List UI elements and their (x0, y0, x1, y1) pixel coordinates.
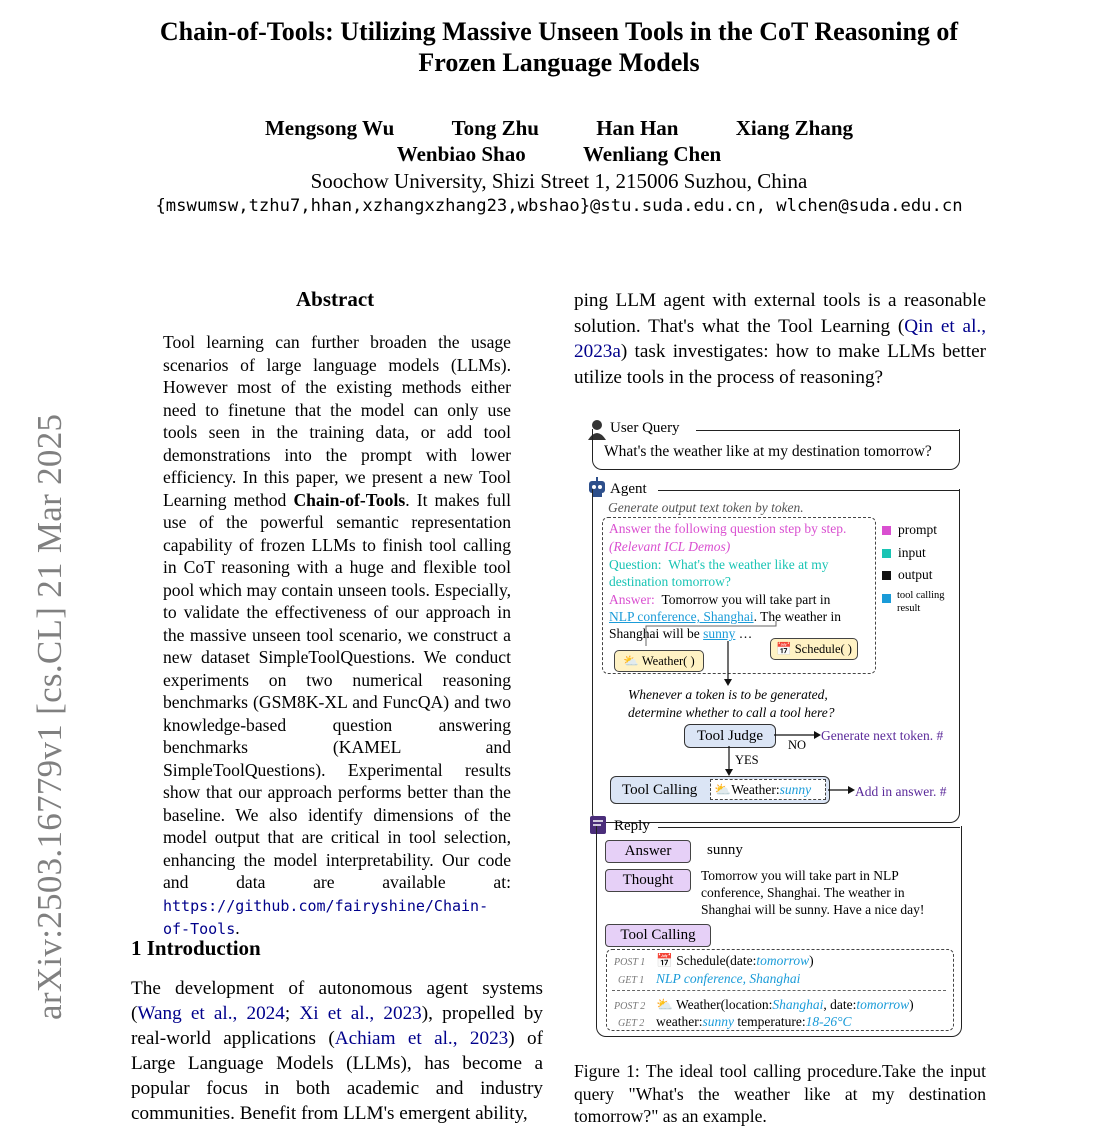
author: Wenbiao Shao (396, 142, 526, 166)
legend-tool-line: result (897, 603, 921, 614)
intro-text: ), propelled by real-world applications ( (131, 1003, 543, 1049)
tool-name: Weather( ) (641, 654, 695, 668)
arrow-down (722, 641, 734, 686)
weather-tool-chip: ⛅ Weather( ) (614, 650, 704, 672)
prompt-line: (Relevant ICL Demos) (609, 539, 731, 554)
answer-text: Tomorrow you will take part in (661, 592, 831, 607)
thought-text: Shanghai will be (701, 902, 792, 917)
get-response (656, 1013, 851, 1031)
tool-result-value: sunny (779, 782, 812, 797)
legend-tool (897, 589, 945, 615)
response-arg: sunny (702, 1014, 734, 1029)
body-text: ) task investigates: how to make LLMs better utilize tools in the process of reasoning? (574, 341, 986, 388)
section-heading-introduction: 1 Introduction (131, 936, 261, 960)
arrow-down (723, 746, 735, 776)
judge-note: determine whether to call a tool here? (628, 705, 835, 720)
affiliation: Soochow University, Shizi Street 1, 215006 Suzhou, China (310, 169, 808, 193)
question-line (609, 556, 829, 574)
get-label: GET 2 (618, 1018, 645, 1029)
user-query-text: What's the weather like at my destination tomorrow? (604, 443, 932, 460)
legend-tool-line: tool calling (897, 590, 945, 601)
author-emails: {mswumsw,tzhu7,hhan,xzhangxzhang23,wbshao}@stu.suda.edu.cn, wlchen@suda.edu.cn (155, 196, 963, 216)
intro-text: ; (284, 1003, 300, 1024)
request-arg: Shanghai (772, 997, 824, 1012)
schedule-tool-chip: 📅 Schedule( ) (770, 638, 858, 660)
figure-1 (586, 416, 966, 1046)
method-name: Chain-of-Tools (293, 489, 406, 510)
answer-line (609, 591, 830, 609)
abstract-text: Tool learning can further broaden the usage scenarios of large language models (LLMs). However most of the existing methods either need to finetune that the model can only use tools seen in the training data, or add tool demonstrations into the prompt with lower efficiency. In this paper, we present a new Tool Learning method (163, 332, 511, 510)
answer-text: . The weather in (753, 609, 842, 624)
tool-judge-node: Tool Judge (684, 724, 776, 748)
authors-row-1 (0, 116, 1118, 141)
response-arg: 18-26°C (805, 1014, 852, 1029)
tool-result-key: Weather: (731, 782, 780, 797)
code-link[interactable]: https://github.com/fairyshine/Chain-of-Tools (163, 896, 489, 938)
abstract-body (163, 331, 511, 941)
prompt-line: Answer the following question step by step. (609, 521, 847, 536)
title-line-2: Frozen Language Models (418, 48, 700, 77)
thought-line (701, 901, 924, 919)
divider (612, 990, 946, 991)
citation-link[interactable]: Wang et al., 2024 (137, 1003, 285, 1024)
author: Wenliang Chen (582, 142, 722, 166)
question-text: What's the weather like at my (668, 557, 829, 572)
generate-next-label: Generate next token. # (821, 728, 944, 743)
request-text: ) (909, 997, 914, 1012)
agent-label: Agent (610, 481, 647, 497)
reply-label: Reply (614, 818, 650, 834)
answer-text: Shanghai will be (609, 626, 700, 641)
tool-calling-pill: Tool Calling (605, 924, 711, 947)
legend-input: input (898, 545, 926, 560)
post-label: POST 2 (614, 1001, 646, 1012)
author: Mengsong Wu (264, 116, 395, 140)
post-request: ⛅ Weather(location:Shanghai, date:tomorrow) (656, 997, 914, 1012)
legend-swatch-input (882, 549, 891, 558)
abstract-text: . (235, 918, 240, 938)
answer-pill: Answer (605, 840, 691, 863)
legend-swatch-output (882, 571, 891, 580)
intro-text: ) of Large Language Models (LLMs), has become a popular focus in both academic and industry communities. Benefit from LLM's emergent ability, (131, 1028, 544, 1124)
authors-row-2 (0, 142, 1118, 167)
legend-prompt: prompt (898, 522, 937, 537)
post-request: 📅 Schedule(date:tomorrow) (656, 953, 814, 968)
legend-output: output (898, 567, 933, 582)
request-text: Schedule(date: (676, 953, 757, 968)
request-arg: tomorrow (856, 997, 910, 1012)
intro-paragraph (131, 976, 543, 1126)
get-label: GET 1 (618, 975, 645, 986)
tool-calling-label: Tool Calling (622, 782, 698, 798)
request-text: , date: (823, 997, 857, 1012)
tool-result-text: NLP conference, Shanghai (609, 609, 754, 624)
judge-note: Whenever a token is to be generated, (628, 687, 828, 702)
tool-call-result: ⛅Weather:sunny (710, 779, 826, 800)
request-text: ) (809, 953, 814, 968)
get-response: NLP conference, Shanghai (656, 971, 801, 986)
right-column-paragraph (574, 288, 986, 390)
reply-answer-text: sunny (707, 842, 743, 858)
author: Han Han (596, 116, 679, 140)
no-label: NO (788, 738, 807, 752)
arxiv-stamp: arXiv:2503.16779v1 [cs.CL] 21 Mar 2025 (30, 413, 69, 1020)
response-text: weather: (656, 1014, 703, 1029)
arrow-right (828, 783, 858, 797)
tool-name: Schedule( ) (794, 642, 852, 656)
legend-swatch-tool (882, 594, 891, 603)
abstract-heading: Abstract (296, 287, 375, 311)
paper-title (0, 16, 1118, 78)
thought-pill: Thought (605, 869, 691, 892)
response-text: temperature: (733, 1014, 806, 1029)
thought-highlight: sunny (795, 902, 827, 917)
intro-text: The development of autonomous agent systems ( (131, 978, 543, 1024)
thought-line: conference, Shanghai. The weather in (701, 885, 905, 900)
citation-link[interactable]: Achiam et al., 2023 (334, 1028, 509, 1049)
citation-link[interactable]: Qin et al., 2023a (574, 315, 986, 362)
thought-line: Tomorrow you will take part in NLP (701, 868, 899, 883)
question-label: Question: (609, 557, 662, 572)
body-text: ping LLM agent with external tools is a reasonable solution. That's what the Tool Learning ( (574, 290, 986, 337)
author: Tong Zhu (451, 116, 539, 140)
question-line: destination tomorrow? (609, 574, 731, 589)
post-label: POST 1 (614, 957, 646, 968)
author: Xiang Zhang (735, 116, 854, 140)
request-arg: tomorrow (756, 953, 810, 968)
add-answer-label: Add in answer. # (855, 784, 947, 799)
answer-label: Answer: (609, 592, 655, 607)
user-query-label: User Query (610, 420, 680, 436)
legend-swatch-prompt (882, 526, 891, 535)
figure-caption: Figure 1: The ideal tool calling procedure.Take the input query "What's the weather like at my destination tomorrow?" as an example. (574, 1061, 986, 1126)
request-text: Weather(location: (675, 997, 773, 1012)
thought-text: . Have a nice day! (826, 902, 925, 917)
citation-link[interactable]: Xi et al., 2023 (299, 1003, 422, 1024)
title-line-1: Chain-of-Tools: Utilizing Massive Unseen Tools in the CoT Reasoning of (159, 17, 959, 46)
answer-text: … (735, 626, 753, 641)
abstract-text: . It makes full use of the powerful semantic representation capability of frozen LLMs to finish tool calling in CoT reasoning with a huge and flexible tool pool which may contain unseen tools. Especially, to validate the effectiveness of our approach in the massive unseen tool scenario, we construct a new dataset SimpleToolQuestions. We conduct experiments on two numerical reasoning benchmarks (GSM8K-XL and FuncQA) and two knowledge-based question answering benchmarks (KAMEL and SimpleToolQuestions). Experimental results show that our approach performs better than the baseline. We also identify dimensions of the model output that are critical in tool selection, enhancing the model interpretability. Our code and data are available at: (163, 489, 511, 892)
tool-result-text: sunny (703, 626, 736, 641)
yes-label: YES (735, 753, 759, 767)
agent-note: Generate output text token by token. (608, 500, 804, 515)
